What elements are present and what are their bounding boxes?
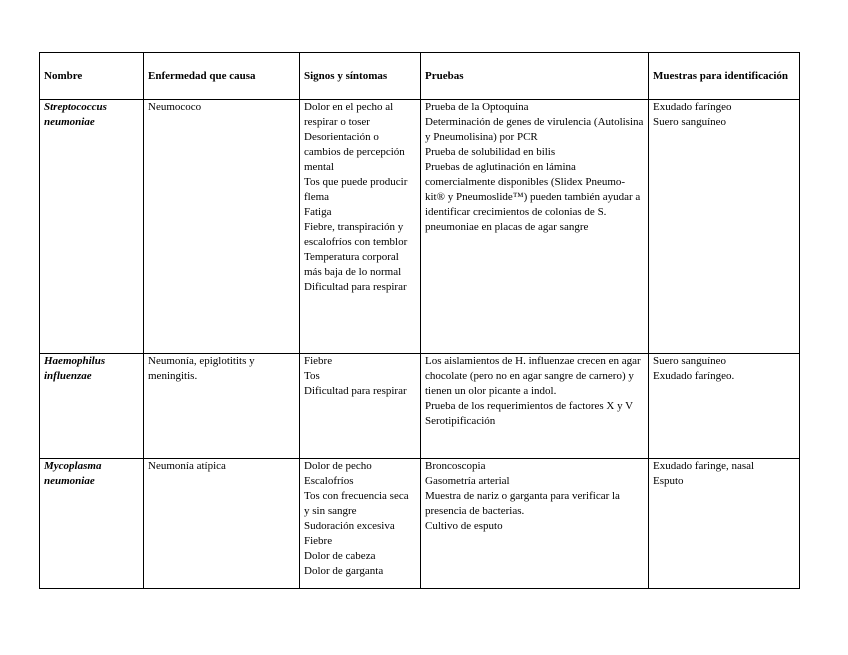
- pathogen-table: [39, 52, 800, 589]
- cell-muestras-line: Esputo: [653, 475, 684, 487]
- cell-nombre: [40, 100, 144, 354]
- cell-signos-line: Escalofríos: [304, 475, 354, 487]
- cell-enfermedad: [144, 354, 300, 459]
- cell-pruebas-line: Gasometría arterial: [425, 475, 510, 487]
- cell-pruebas: [421, 459, 649, 589]
- cell-muestras: [649, 100, 800, 354]
- cell-signos-line: Desorientación o cambios de percepción mental: [304, 131, 405, 173]
- cell-muestras-line: Exudado faringe, nasal: [653, 460, 755, 472]
- cell-signos-line: Fatiga: [304, 206, 332, 218]
- cell-signos-line: Sudoración excesiva: [304, 520, 395, 532]
- cell-signos-line: Tos que puede producir flema: [304, 176, 408, 203]
- cell-pruebas: [421, 354, 649, 459]
- cell-signos: [300, 354, 421, 459]
- cell-enfermedad-line: Neumococo: [148, 101, 202, 113]
- cell-nombre-line: neumoniae: [44, 475, 95, 487]
- header-signos: Signos y síntomas: [300, 53, 421, 100]
- cell-muestras: [649, 354, 800, 459]
- cell-muestras-line: Suero sanguíneo: [653, 116, 727, 128]
- cell-signos-line: Temperatura corporal más baja de lo normal: [304, 251, 402, 278]
- cell-pruebas: [421, 100, 649, 354]
- header-muestras: Muestras para identificación: [649, 53, 800, 100]
- cell-enfermedad: [144, 100, 300, 354]
- cell-pruebas-line: Serotipificación: [425, 415, 496, 427]
- table-row: [40, 354, 800, 459]
- table-row: [40, 459, 800, 589]
- cell-pruebas-line: Prueba de los requerimientos de factores X y V: [425, 400, 634, 412]
- cell-pruebas-line: Cultivo de esputo: [425, 520, 503, 532]
- cell-muestras: [649, 459, 800, 589]
- cell-nombre-line: influenzae: [44, 370, 92, 382]
- cell-signos-line: Dificultad para respirar: [304, 281, 407, 293]
- cell-enfermedad: [144, 459, 300, 589]
- cell-pruebas-line: Prueba de la Optoquina: [425, 101, 529, 113]
- cell-signos-line: Dificultad para respirar: [304, 385, 407, 397]
- cell-pruebas-line: Pruebas de aglutinación en lámina comercialmente disponibles (Slidex Pneumo-kit® y Pneumoslide™) pueden también ayudar a identificar crecimientos de colonias de S. pneumoniae en placas de agar sangre: [425, 161, 641, 233]
- cell-pruebas-line: Prueba de solubilidad en bilis: [425, 146, 556, 158]
- cell-muestras-line: Suero sanguíneo: [653, 355, 727, 367]
- cell-signos-line: Fiebre: [304, 535, 333, 547]
- cell-signos-line: Dolor de pecho: [304, 460, 372, 472]
- header-nombre: Nombre: [40, 53, 144, 100]
- header-row: [40, 53, 800, 100]
- cell-nombre-line: Mycoplasma: [44, 460, 102, 472]
- cell-pruebas-line: Los aislamientos de H. influenzae crecen en agar chocolate (pero no en agar sangre de carnero) y tienen un olor picante a indol.: [425, 355, 641, 397]
- cell-signos-line: Tos con frecuencia seca y sin sangre: [304, 490, 409, 517]
- cell-muestras-line: Exudado faríngeo: [653, 101, 732, 113]
- cell-signos: [300, 459, 421, 589]
- cell-pruebas-line: Muestra de nariz o garganta para verificar la presencia de bacterias.: [425, 490, 620, 517]
- cell-signos-line: Tos: [304, 370, 320, 382]
- cell-signos-line: Dolor de garganta: [304, 565, 384, 577]
- table-row: [40, 100, 800, 354]
- cell-signos: [300, 100, 421, 354]
- header-enfermedad: Enfermedad que causa: [144, 53, 300, 100]
- cell-pruebas-line: Broncoscopia: [425, 460, 486, 472]
- cell-enfermedad-line: Neumonía, epiglotitits y meningitis.: [148, 355, 255, 382]
- cell-nombre-line: Haemophilus: [44, 355, 106, 367]
- cell-signos-line: Fiebre, transpiración y escalofríos con temblor: [304, 221, 408, 248]
- cell-muestras-line: Exudado faríngeo.: [653, 370, 735, 382]
- cell-pruebas-line: Determinación de genes de virulencia (Autolisina y Pneumolisina) por PCR: [425, 116, 644, 143]
- header-pruebas: Pruebas: [421, 53, 649, 100]
- cell-nombre: [40, 459, 144, 589]
- cell-enfermedad-line: Neumonía atípica: [148, 460, 226, 472]
- cell-nombre-line: neumoniae: [44, 116, 95, 128]
- cell-signos-line: Dolor de cabeza: [304, 550, 376, 562]
- cell-nombre: [40, 354, 144, 459]
- cell-signos-line: Dolor en el pecho al respirar o toser: [304, 101, 394, 128]
- cell-nombre-line: Streptococcus: [44, 101, 107, 113]
- cell-signos-line: Fiebre: [304, 355, 333, 367]
